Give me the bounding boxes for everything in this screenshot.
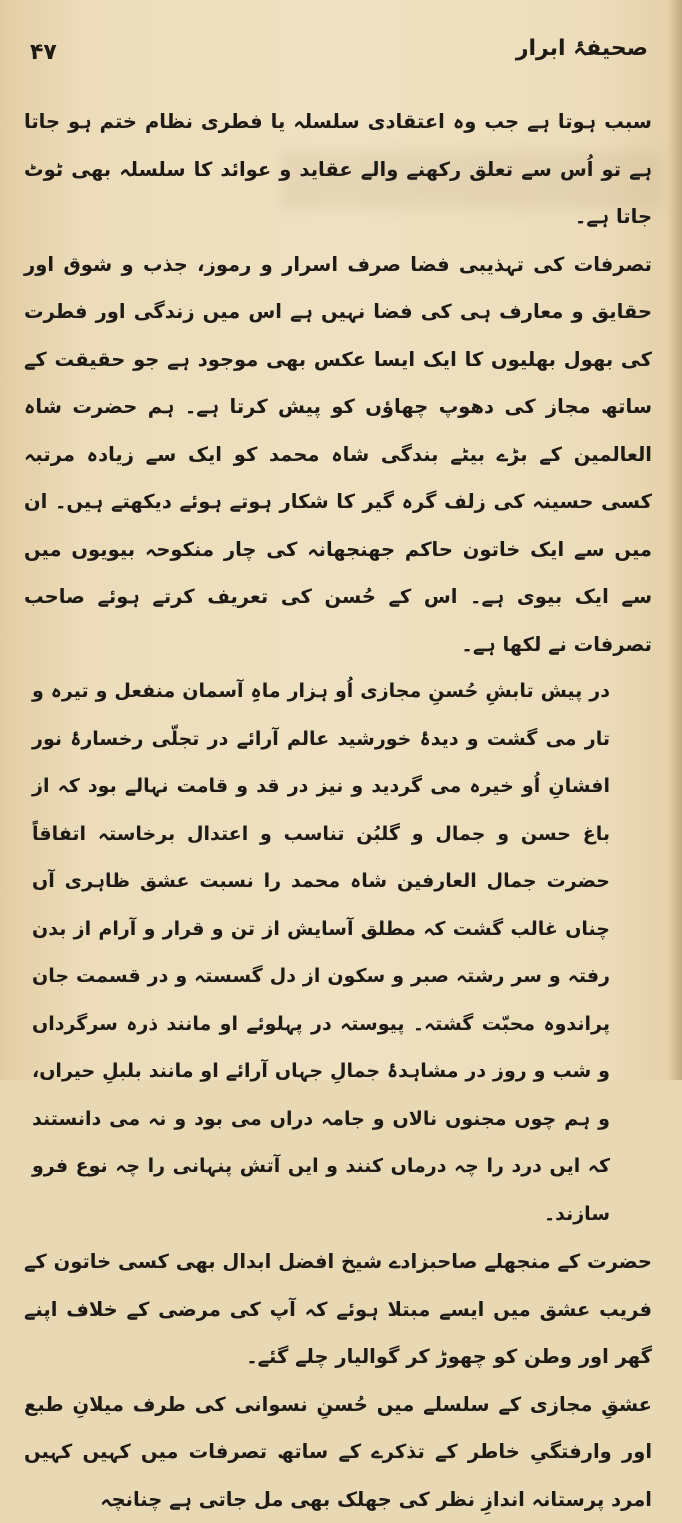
running-title: صحیفۂ ابرار [516,36,648,61]
paragraph-3: حضرت کے منجھلے صاحبزادے شیخ افضل ابدال بھی کسی خاتون کے فریب عشق میں ایسے مبتلا ہوئے کہ آپ کی مرضی کے خلاف اپنے گھر اور وطن کو چھوڑ کر گوالیار چلے گئے۔ [24,1238,652,1381]
paragraph-1: سبب ہوتا ہے جب وہ اعتقادی سلسلہ یا فطری نظام ختم ہو جاتا ہے تو اُس سے تعلق رکھنے والے عقاید و عوائد کا سلسلہ بھی ٹوٹ جاتا ہے۔ [24,98,652,241]
paragraph-4: عشقِ مجازی کے سلسلے میں حُسنِ نسوانی کی طرف میلانِ طبع اور وارفتگیِ خاطر کے تذکرے کے ساتھ تصرفات میں کہیں کہیں امرد پرستانہ اندازِ نظر کی جھلک بھی مل جاتی ہے چنانچہ [24,1381,652,1523]
page-number: ۴۷ [30,40,57,65]
body-text [24,98,652,1523]
paragraph-2: تصرفات کی تہذیبی فضا صرف اسرار و رموز، جذب و شوق اور حقایق و معارف ہی کی فضا نہیں ہے اس میں زندگی اور فطرت کی بھول بھلیوں کا ایک ایسا عکس بھی موجود ہے جو حقیقت کے ساتھ مجاز کی دھوپ چھاؤں کو پیش کرتا ہے۔ ہم حضرت شاہ العالمین کے بڑے بیٹے بندگی شاہ محمد کو ایک سے زیادہ مرتبہ کسی حسینہ کی زلف گرہ گیر کا شکار ہوتے ہوئے دیکھتے ہیں۔ ان میں سے ایک خاتون حاکم جھنجھانہ کی چار منکوحہ بیویوں میں سے ایک بیوی ہے۔ اس کے حُسن کی تعریف کرتے ہوئے صاحب تصرفات نے لکھا ہے۔ [24,241,652,669]
persian-quote: در پیش تابشِ حُسنِ مجازی اُو ہزار ماہِ آسمان منفعل و تیرہ و تار می گشت و دیدۂ خورشید عالم آرائے در تجلّی رخسارۂ نور افشانِ اُو خیرہ می گردید و نیز در قد و قامت نہالے بود کہ از باغ حسن و جمال و گلبُن تناسب و اعتدال برخاستہ اتفاقاً حضرت جمال العارفین شاہ محمد را نسبت عشق ظاہری آں چناں غالب گشت کہ مطلق آسایش از تن و قرار و آرام از بدن رفتہ و سر رشتہ صبر و سکون از دل گسستہ و در قسمت جان پراندوہ محبّت گشتہ۔ پیوستہ در پہلوئے او مانند ذرہ سرگرداں و شب و روز در مشاہدۂ جمالِ جہاں آرائے او مانند بلبلِ حیراں، و ہم چوں مجنوں نالاں و جامہ دراں می بود و نہ می دانستند کہ ایں درد را چہ درماں کنند و ایں آتش پنہانی را چہ نوع فرو سازند۔ [24,668,652,1238]
page-edge-shadow [668,0,682,1080]
